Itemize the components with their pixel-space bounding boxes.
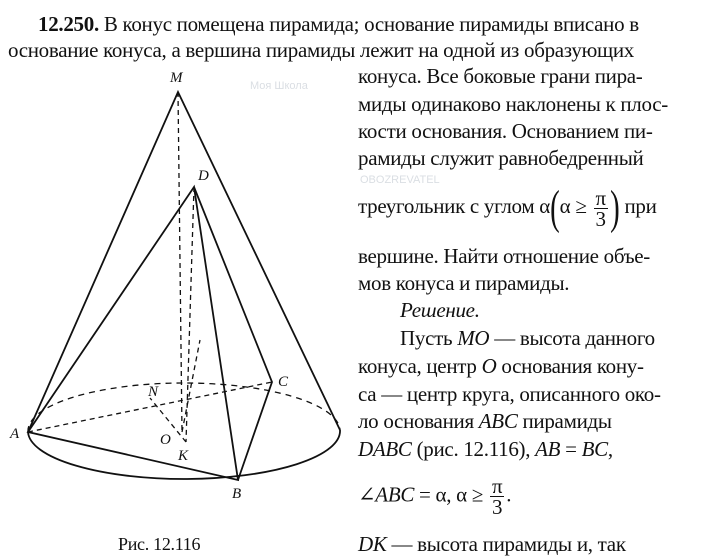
label-D: D <box>198 168 209 184</box>
problem-line-9: мов конуса и пирамиды. <box>358 271 570 295</box>
solution-heading: Решение. <box>400 298 480 322</box>
solution-line-7: DK — высота пирамиды и, так <box>358 532 626 556</box>
cone-height-mo <box>178 92 182 432</box>
problem-line-7: треугольник с углом α(α ≥ $\frac{\pi}{3}$ ) при <box>358 181 657 234</box>
label-N: N <box>148 384 159 400</box>
figure-caption: Рис. 12.116 <box>118 534 201 554</box>
solution-line-5: DABC (рис. 12.116), AB = BC, <box>358 437 613 461</box>
problem-number: 12.250. <box>38 12 99 36</box>
label-B: B <box>232 486 242 500</box>
watermark: Моя Школа <box>250 80 308 92</box>
problem-line-1: 12.250. В конус помещена пирамида; основание пирамиды вписано в <box>38 12 639 36</box>
label-A: A <box>10 426 20 442</box>
label-C: C <box>278 374 289 390</box>
cone-generatrices <box>28 92 340 432</box>
cone-base-back <box>28 383 340 432</box>
problem-line-6: рамиды служит равнобедренный <box>358 146 644 170</box>
pi-over-3-fraction: $\frac{\pi}{3}$ <box>595 185 606 231</box>
pyramid-face-abd <box>28 187 238 480</box>
pyramid-edges-dc-cb <box>194 187 272 480</box>
label-M: M <box>170 70 183 86</box>
figure-cone-pyramid <box>0 60 350 500</box>
solution-line-1: Пусть MO — высота данного <box>400 326 655 350</box>
problem-line-2: основание конуса, а вершина пирамиды лежит на одной из образующих <box>8 38 634 62</box>
solution-line-4: ло основания ABC пирамиды <box>358 409 612 433</box>
solution-line-6: ∠ABC = α, α ≥ $\frac{\pi}{3}$ . <box>358 474 512 519</box>
problem-line-3: конуса. Все боковые грани пира- <box>358 64 643 88</box>
problem-line-5: кости основания. Основанием пи- <box>358 119 653 143</box>
condition: α ≥ <box>559 193 592 218</box>
problem-line-4: миды одинаково наклонены к плос- <box>358 92 668 116</box>
label-K: K <box>178 448 189 464</box>
label-O: O <box>160 432 171 448</box>
dashed-inner <box>182 340 200 432</box>
solution-line-2: конуса, центр O основания кону- <box>358 354 644 378</box>
watermark: OBOZREVATEL <box>360 174 440 186</box>
solution-line-3: са — центр круга, описанного око- <box>358 382 661 406</box>
pi-over-3-fraction-2: $\frac{\pi}{3}$ <box>491 474 503 519</box>
problem-line-8: вершине. Найти отношение объе- <box>358 244 650 268</box>
